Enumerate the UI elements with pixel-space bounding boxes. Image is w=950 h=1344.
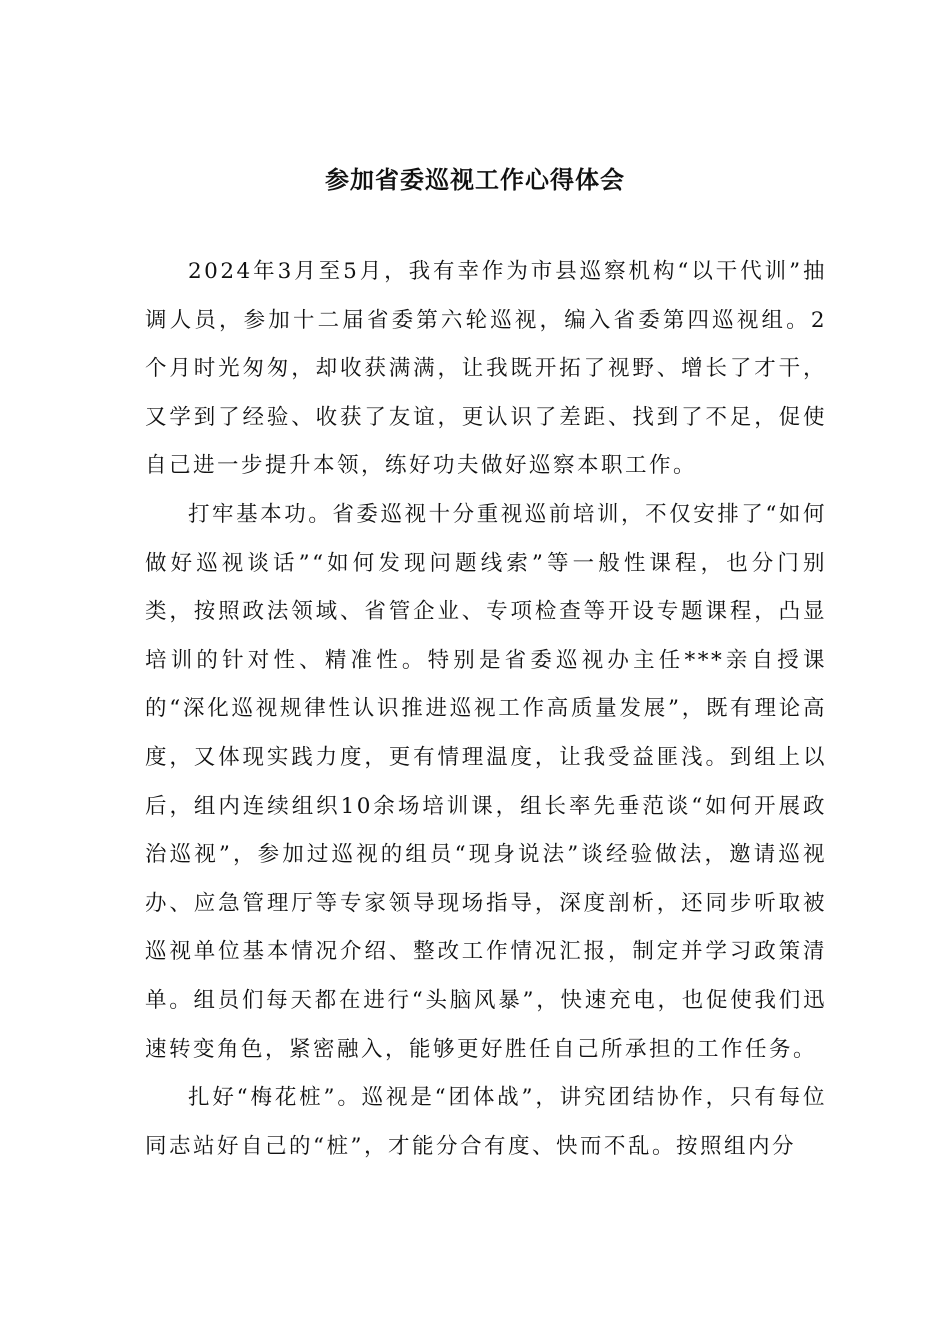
document-body — [145, 248, 827, 1171]
document-title: 参加省委巡视工作心得体会 — [325, 165, 625, 194]
paragraph-basic-skills: 打牢基本功。省委巡视十分重视巡前培训，不仅安排了“如何做好巡视谈话”“如何发现问题线索”等一般性课程，也分门别类，按照政法领域、省管企业、专项检查等开设专题课程，凸显培训的针对性、精准性。特别是省委巡视办主任***亲自授课的“深化巡视规律性认识推进巡视工作高质量发展”，既有理论高度，又体现实践力度，更有情理温度，让我受益匪浅。到组上以后，组内连续组织10余场培训课，组长率先垂范谈“如何开展政治巡视”，参加过巡视的组员“现身说法”谈经验做法，邀请巡视办、应急管理厅等专家领导现场指导，深度剖析，还同步听取被巡视单位基本情况介绍、整改工作情况汇报，制定并学习政策清单。组员们每天都在进行“头脑风暴”，快速充电，也促使我们迅速转变角色，紧密融入，能够更好胜任自己所承担的工作任务。 — [145, 501, 827, 1062]
paragraph-intro: 2024年3月至5月，我有幸作为市县巡察机构“以干代训”抽调人员，参加十二届省委第六轮巡视，编入省委第四巡视组。2个月时光匆匆，却收获满满，让我既开拓了视野、增长了才干，又学到了经验、收获了友谊，更认识了差距、找到了不足，促使自己进一步提升本领，练好功夫做好巡察本职工作。 — [145, 259, 827, 479]
paragraph-teamwork: 扎好“梅花桩”。巡视是“团体战”，讲究团结协作，只有每位同志站好自己的“桩”，才能分合有度、快而不乱。按照组内分 — [145, 1085, 827, 1159]
